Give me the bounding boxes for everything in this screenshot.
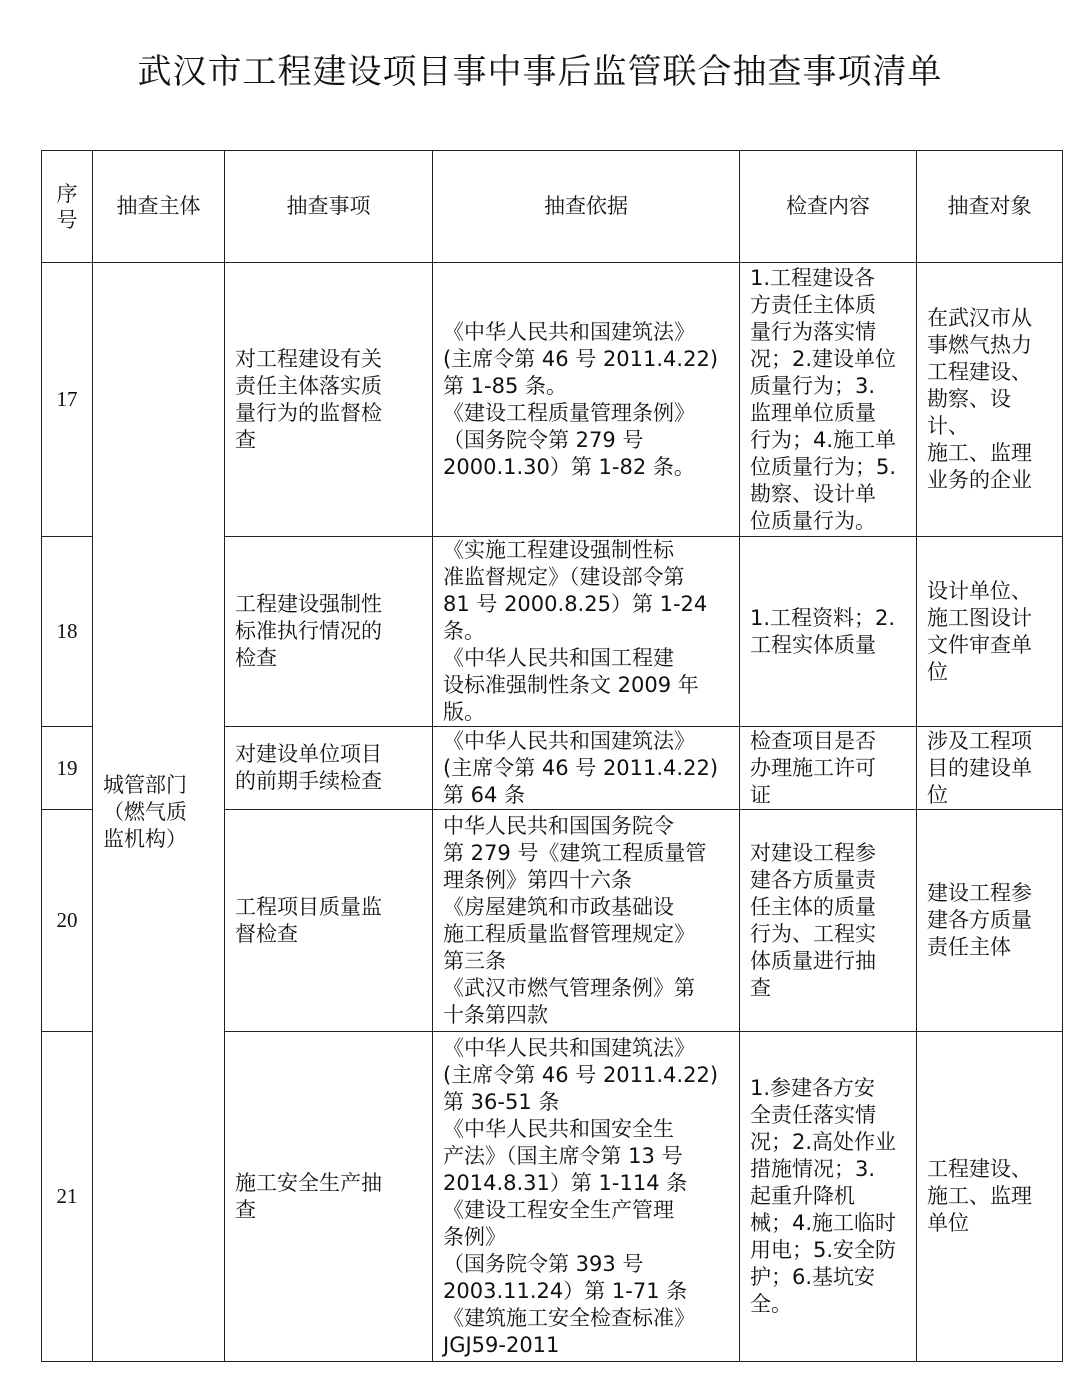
object-cell: 工程建设、 施工、监理 单位 — [917, 1032, 1063, 1362]
subject-cell: 城管部门 （燃气质 监机构） — [93, 263, 225, 1362]
content-cell: 1.工程建设各 方责任主体质 量行为落实情 况；2.建设单位 质量行为；3. 监理单位质量 行为；4.施工单 位质量行为；5. 勘察、设计单 位质量行为。 — [740, 263, 917, 537]
table-row — [42, 263, 1063, 537]
page-title: 武汉市工程建设项目事中事后监管联合抽查事项清单 — [137, 52, 943, 92]
header-object: 抽查对象 — [917, 151, 1063, 263]
table-header-row — [42, 151, 1063, 263]
content-cell: 1.工程资料；2. 工程实体质量 — [740, 537, 917, 727]
object-cell: 建设工程参 建各方质量 责任主体 — [917, 810, 1063, 1032]
basis-cell: 中华人民共和国国务院令 第 279 号《建筑工程质量管 理条例》第四十六条 《房屋建筑和市政基础设 施工程质量监督管理规定》 第三条 《武汉市燃气管理条例》第 十条第四款 — [433, 810, 740, 1032]
object-cell: 涉及工程项 目的建设单 位 — [917, 727, 1063, 810]
header-seq: 序 号 — [42, 151, 93, 263]
header-basis: 抽查依据 — [433, 151, 740, 263]
object-cell: 在武汉市从 事燃气热力 工程建设、 勘察、设计、 施工、监理 业务的企业 — [917, 263, 1063, 537]
matter-cell: 工程建设强制性 标准执行情况的 检查 — [225, 537, 433, 727]
row-number: 17 — [42, 263, 93, 537]
basis-cell: 《中华人民共和国建筑法》 (主席令第 46 号 2011.4.22) 第 36-51 条 《中华人民共和国安全生 产法》（国主席令第 13 号 2014.8.31）第 1-114 条 《建设工程安全生产管理 条例》 （国务院令第 393 号 2003.11.24）第 1-71 条 《建筑施工安全检查标准》 JGJ59-2011 — [433, 1032, 740, 1362]
row-number: 19 — [42, 727, 93, 810]
matter-cell: 对建设单位项目 的前期手续检查 — [225, 727, 433, 810]
basis-cell: 《实施工程建设强制性标 准监督规定》（建设部令第 81 号 2000.8.25）第 1-24 条。 《中华人民共和国工程建 设标准强制性条文 2009 年 版。 — [433, 537, 740, 727]
header-subject: 抽查主体 — [93, 151, 225, 263]
object-cell: 设计单位、 施工图设计 文件审查单 位 — [917, 537, 1063, 727]
content-cell: 检查项目是否 办理施工许可 证 — [740, 727, 917, 810]
basis-cell: 《中华人民共和国建筑法》 (主席令第 46 号 2011.4.22) 第 1-85 条。 《建设工程质量管理条例》 （国务院令第 279 号 2000.1.30）第 1-82 条。 — [433, 263, 740, 537]
content-cell: 对建设工程参 建各方质量责 任主体的质量 行为、工程实 体质量进行抽 查 — [740, 810, 917, 1032]
header-matter: 抽查事项 — [225, 151, 433, 263]
row-number: 20 — [42, 810, 93, 1032]
header-content: 检查内容 — [740, 151, 917, 263]
content-cell: 1.参建各方安 全责任落实情 况；2.高处作业 措施情况；3. 起重升降机 械；4.施工临时 用电；5.安全防 护；6.基坑安 全。 — [740, 1032, 917, 1362]
row-number: 21 — [42, 1032, 93, 1362]
basis-cell: 《中华人民共和国建筑法》 (主席令第 46 号 2011.4.22) 第 64 条 — [433, 727, 740, 810]
matter-cell: 对工程建设有关 责任主体落实质 量行为的监督检 查 — [225, 263, 433, 537]
matter-cell: 工程项目质量监 督检查 — [225, 810, 433, 1032]
row-number: 18 — [42, 537, 93, 727]
inspection-table — [41, 150, 1063, 1362]
matter-cell: 施工安全生产抽 查 — [225, 1032, 433, 1362]
